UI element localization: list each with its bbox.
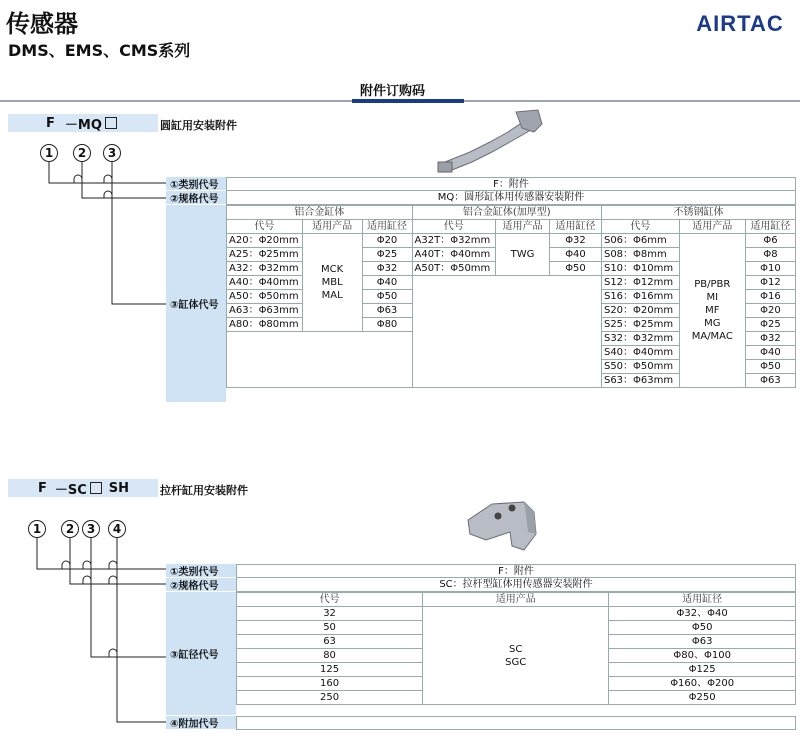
mq-label-bore: ③缸体代号 [166, 205, 226, 403]
table-cell: 160 [237, 677, 423, 691]
mq-circle-1: 1 [40, 144, 58, 162]
table-cell: 63 [237, 635, 423, 649]
table-cell: Φ125 [609, 663, 796, 677]
sc-order-code: F －SC SH [8, 479, 158, 497]
mq-spec-value: MQ：圆形缸体用传感器安装附件 [226, 191, 796, 205]
col-header: 代号 [227, 220, 303, 234]
table-cell: Φ160、Φ200 [609, 677, 796, 691]
table-cell: S50：Φ50mm [601, 360, 679, 374]
table-cell: Φ50 [362, 290, 412, 304]
mq-group-thick: 铝合金缸体(加厚型) [412, 206, 601, 220]
table-cell: Φ20 [362, 234, 412, 248]
table-cell: S32：Φ32mm [601, 332, 679, 346]
table-cell: Φ16 [745, 290, 795, 304]
mq-label-type: ①类别代号 [166, 177, 226, 191]
table-cell: Φ25 [362, 248, 412, 262]
table-cell: A63：Φ63mm [227, 304, 303, 318]
sc-circle-3: 3 [82, 520, 100, 538]
page-subtitle: DMS、EMS、CMS系列 [8, 41, 191, 60]
table-cell: Φ50 [745, 360, 795, 374]
col-header: 适用产品 [679, 220, 745, 234]
table-cell: Φ20 [745, 304, 795, 318]
table-cell: 32 [237, 607, 423, 621]
table-cell: Φ63 [609, 635, 796, 649]
col-header: 代号 [237, 593, 423, 607]
sc-type-value: F：附件 [236, 564, 796, 578]
mq-ss-products: PB/PBR MI MF MG MA/MAC [679, 234, 745, 388]
mq-group-alu: 铝合金缸体 [227, 206, 413, 220]
table-cell: Φ50 [609, 621, 796, 635]
mq-circle-3: 3 [103, 144, 121, 162]
table-cell: Φ32 [550, 234, 602, 248]
col-header: 适用产品 [496, 220, 550, 234]
table-cell: Φ80、Φ100 [609, 649, 796, 663]
table-cell: Φ40 [550, 248, 602, 262]
mq-description: 圆缸用安装附件 [160, 119, 237, 132]
table-cell: S40：Φ40mm [601, 346, 679, 360]
col-header: 适用缸径 [362, 220, 412, 234]
table-cell: Φ63 [362, 304, 412, 318]
table-cell: Φ250 [609, 691, 796, 705]
mq-alu-products: MCK MBL MAL [302, 234, 362, 332]
mq-label-spec: ②规格代号 [166, 191, 226, 205]
table-cell: Φ40 [745, 346, 795, 360]
table-cell: S25：Φ25mm [601, 318, 679, 332]
mq-type-value: F：附件 [226, 177, 796, 191]
table-cell: Φ32 [745, 332, 795, 346]
table-cell: 50 [237, 621, 423, 635]
table-cell: A32T：Φ32mm [412, 234, 495, 248]
table-cell: Φ12 [745, 276, 795, 290]
table-cell: A80：Φ80mm [227, 318, 303, 332]
page-title: 传感器 [6, 10, 78, 38]
table-cell: S63：Φ63mm [601, 374, 679, 388]
sc-description: 拉杆缸用安装附件 [160, 484, 248, 497]
sc-circle-1: 1 [28, 520, 46, 538]
table-cell: Φ6 [745, 234, 795, 248]
table-cell: Φ10 [745, 262, 795, 276]
table-cell: S16：Φ16mm [601, 290, 679, 304]
sc-label-spec: ②规格代号 [166, 578, 236, 592]
col-header: 适用缸径 [745, 220, 795, 234]
table-cell: 250 [237, 691, 423, 705]
table-cell: 125 [237, 663, 423, 677]
table-cell: Φ25 [745, 318, 795, 332]
svg-text:AIRTAC: AIRTAC [696, 11, 784, 36]
table-cell: S20：Φ20mm [601, 304, 679, 318]
sc-label-type: ①类别代号 [166, 564, 236, 578]
sc-label-extra: ④附加代号 [166, 716, 236, 730]
table-cell: A40T：Φ40mm [412, 248, 495, 262]
table-cell: A32：Φ32mm [227, 262, 303, 276]
table-cell: 80 [237, 649, 423, 663]
col-header: 代号 [412, 220, 495, 234]
sc-label-bore: ③缸径代号 [166, 592, 236, 716]
mq-order-code: F －MQ [8, 114, 158, 132]
mq-circle-2: 2 [73, 144, 91, 162]
table-cell: Φ40 [362, 276, 412, 290]
col-header: 代号 [601, 220, 679, 234]
sc-circle-2: 2 [61, 520, 79, 538]
sc-spec-value: SC：拉杆型缸体用传感器安装附件 [236, 578, 796, 592]
sc-products: SC SGC [423, 607, 609, 705]
table-cell: S12：Φ12mm [601, 276, 679, 290]
mq-thick-product: TWG [496, 234, 550, 276]
section-title: 附件订购码 [360, 84, 426, 99]
table-cell: Φ50 [550, 262, 602, 276]
col-header: 适用产品 [302, 220, 362, 234]
table-cell: S10：Φ10mm [601, 262, 679, 276]
col-header: 适用缸径 [550, 220, 602, 234]
sc-extra-value [236, 716, 796, 730]
col-header: 适用缸径 [609, 593, 796, 607]
mq-group-ss: 不锈钢缸体 [601, 206, 795, 220]
table-cell: Φ8 [745, 248, 795, 262]
sc-bore-table [236, 592, 796, 705]
table-cell: A25：Φ25mm [227, 248, 303, 262]
table-cell: Φ32 [362, 262, 412, 276]
table-cell: A20：Φ20mm [227, 234, 303, 248]
table-cell: Φ63 [745, 374, 795, 388]
col-header: 适用产品 [423, 593, 609, 607]
table-cell: A40：Φ40mm [227, 276, 303, 290]
table-cell: Φ80 [362, 318, 412, 332]
table-cell: Φ32、Φ40 [609, 607, 796, 621]
table-cell: A50：Φ50mm [227, 290, 303, 304]
table-cell: A50T：Φ50mm [412, 262, 495, 276]
table-cell: S08：Φ8mm [601, 248, 679, 262]
table-cell: S06：Φ6mm [601, 234, 679, 248]
sc-circle-4: 4 [108, 520, 126, 538]
